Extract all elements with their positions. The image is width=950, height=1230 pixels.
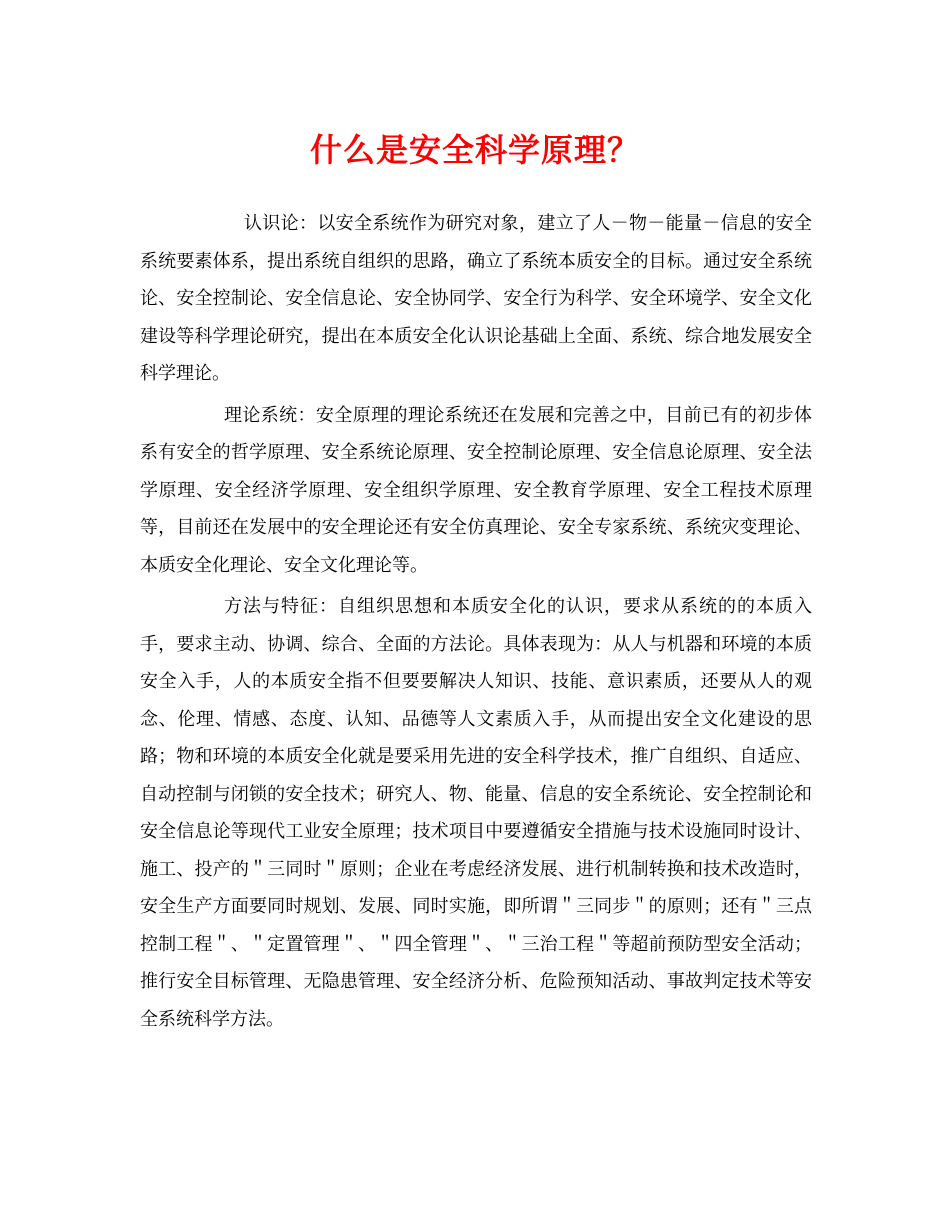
paragraph-epistemology: 认识论：以安全系统作为研究对象，建立了人－物－能量－信息的安全系统要素体系，提出系统自组织的思路，确立了系统本质安全的目标。通过安全系统论、安全控制论、安全信息论、安全协同学、安全行为科学、安全环境学、安全文化建设等科学理论研究，提出在本质安全化认识论基础上全面、系统、综合地发展安全科学理论。 — [140, 213, 812, 384]
document-body — [140, 205, 812, 1042]
paragraph-theory-system: 理论系统：安全原理的理论系统还在发展和完善之中，目前已有的初步体系有安全的哲学原理、安全系统论原理、安全控制论原理、安全信息论原理、安全法学原理、安全经济学原理、安全组织学原理、安全教育学原理、安全工程技术原理等，目前还在发展中的安全理论还有安全仿真理论、安全专家系统、系统灾变理论、本质安全化理论、安全文化理论等。 — [140, 404, 812, 576]
page-title: 什么是安全科学原理？ — [309, 131, 640, 169]
paragraph-methods-features: 方法与特征：自组织思想和本质安全化的认识，要求从系统的的本质入手，要求主动、协调、综合、全面的方法论。具体表现为：从人与机器和环境的本质安全入手，人的本质安全指不但要要解决人知识、技能、意识素质，还要从人的观念、伦理、情感、态度、认知、品德等人文素质入手，从而提出安全文化建设的思路；物和环境的本质安全化就是要采用先进的安全科学技术，推广自组织、自适应、自动控制与闭锁的安全技术；研究人、物、能量、信息的安全系统论、安全控制论和安全信息论等现代工业安全原理；技术项目中要遵循安全措施与技术设施同时设计、施工、投产的＂三同时＂原则；企业在考虑经济发展、进行机制转换和技术改造时，安全生产方面要同时规划、发展、同时实施，即所谓＂三同步＂的原则；还有＂三点控制工程＂、＂定置管理＂、＂四全管理＂、＂三治工程＂等超前预防型安全活动；推行安全目标管理、无隐患管理、安全经济分析、危险预知活动、事故判定技术等安全系统科学方法。 — [140, 596, 812, 1030]
